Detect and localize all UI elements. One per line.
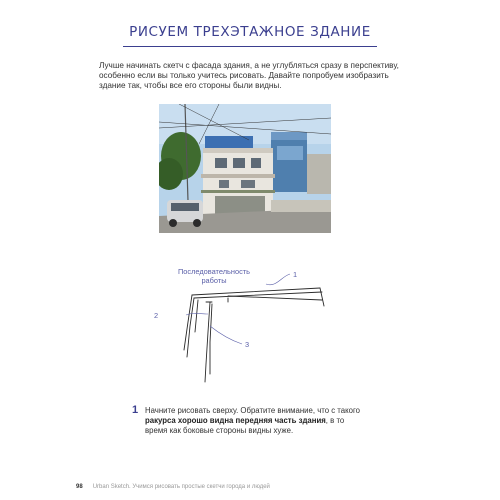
- page-number: 98: [76, 484, 83, 490]
- step-number: 1: [132, 404, 139, 416]
- sketch-marker-2: 2: [154, 311, 159, 320]
- book-title: Urban Sketch. Учимся рисовать простые скетчи города и людей: [92, 484, 270, 490]
- building-photo: [159, 104, 331, 233]
- sketch-label-line2: работы: [201, 275, 227, 285]
- sketch-diagram: [150, 262, 340, 387]
- sketch-sequence-label: [172, 268, 256, 285]
- sketch-marker-3: 3: [245, 340, 250, 349]
- intro-paragraph: Лучше начинать скетч с фасада здания, а не углубляться сразу в перспективу, особенно если вы только учитесь рисовать. Давайте попробуем изобразить здание так, чтобы все его стороны были видны.: [99, 61, 399, 90]
- step-text-before: Начните рисовать сверху. Обратите внимание, что с такого: [145, 406, 360, 415]
- page-title: РИСУЕМ ТРЕХЭТАЖНОЕ ЗДАНИЕ: [123, 22, 377, 47]
- step-text-after: , в то время как боковые стороны видны хуже.: [145, 416, 345, 436]
- step-text-bold: ракурса хорошо видна передняя часть здания: [145, 416, 326, 426]
- sketch-marker-1: 1: [293, 270, 298, 279]
- page-title-wrap: [0, 22, 500, 47]
- step-text: [145, 406, 363, 436]
- sketch-label-line1: Последовательность: [177, 267, 251, 276]
- page-footer: [76, 484, 270, 490]
